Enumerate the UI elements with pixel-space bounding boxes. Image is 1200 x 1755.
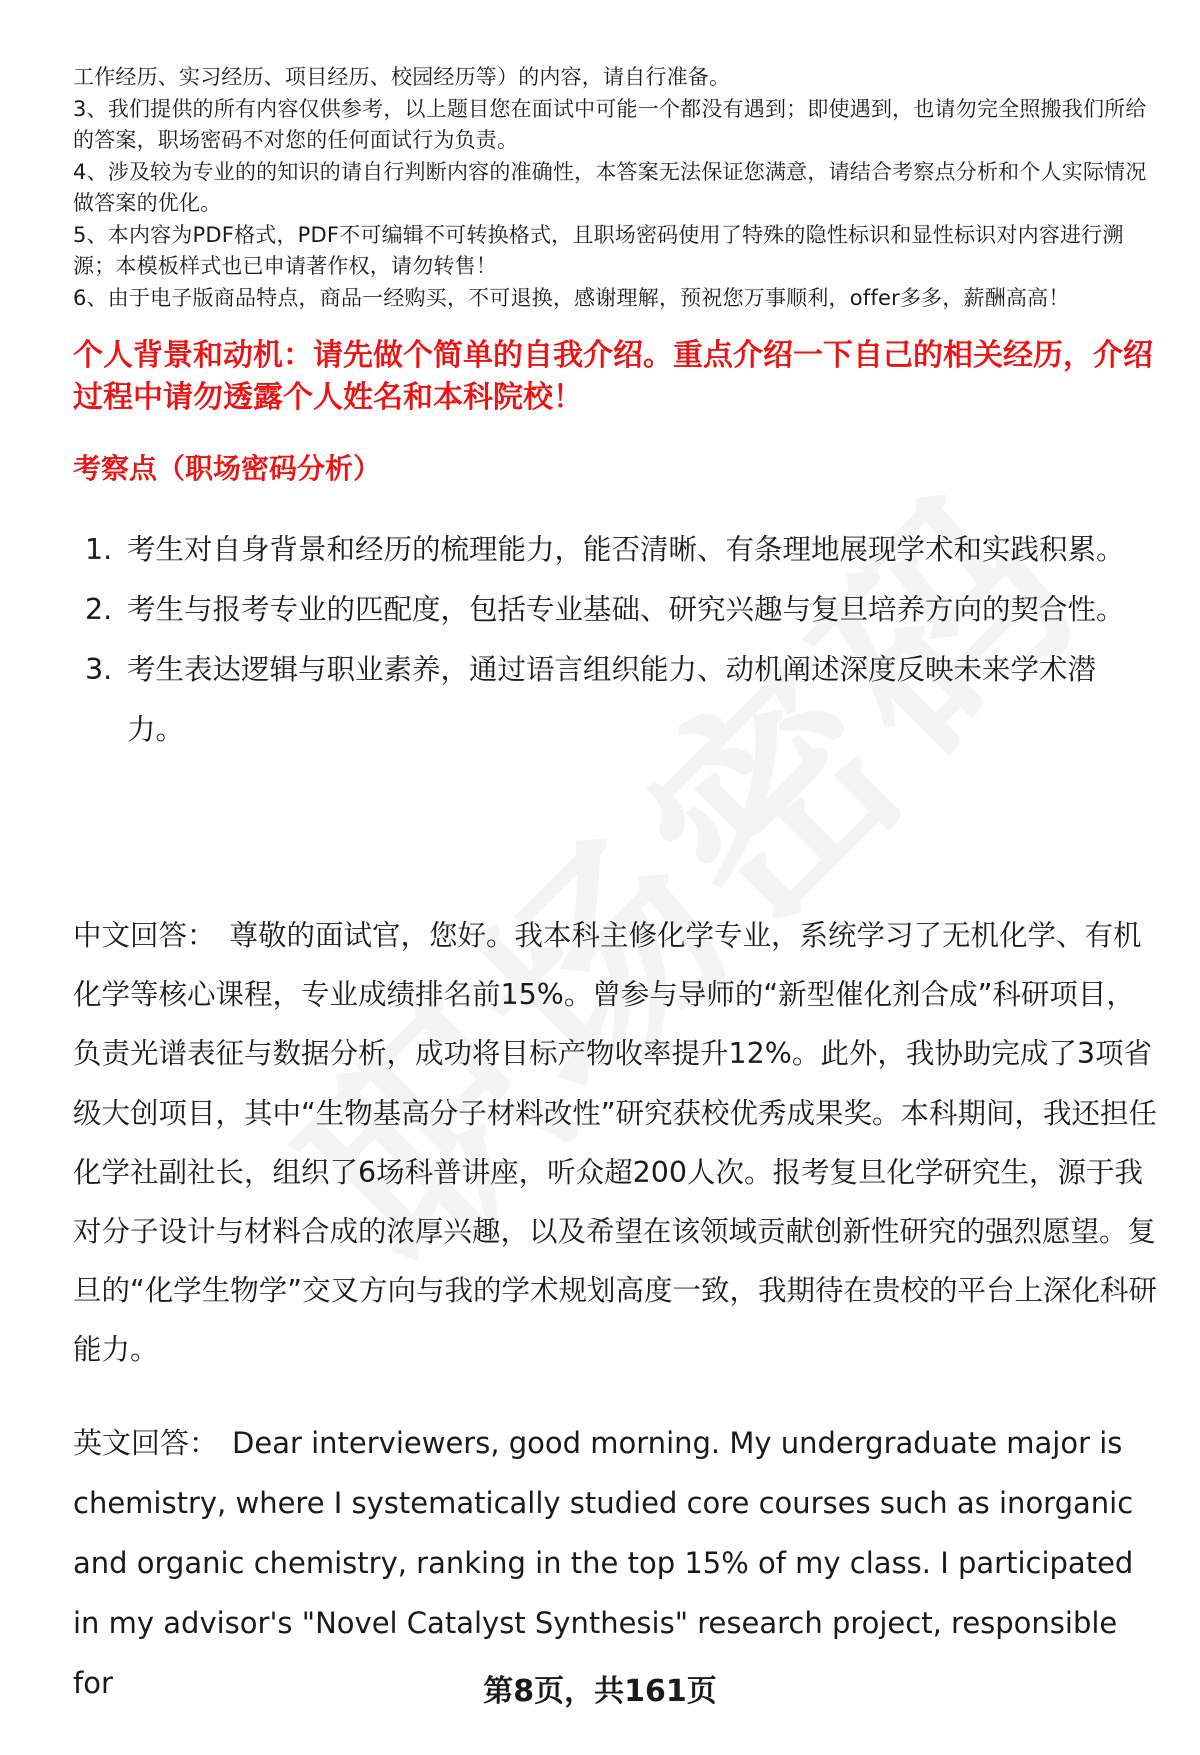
point-text: 考生与报考专业的匹配度，包括专业基础、研究兴趣与复旦培养方向的契合性。 bbox=[127, 593, 1125, 626]
notice-item: 6、由于电子版商品特点，商品一经购买，不可退换，感谢理解，预祝您万事顺利，offer多多，薪酬高高！ bbox=[73, 285, 1070, 310]
analysis-point bbox=[73, 580, 1133, 640]
notice-item: 工作经历、实习经历、项目经历、校园经历等）的内容，请自行准备。 bbox=[73, 65, 731, 89]
point-number: 2. bbox=[85, 593, 113, 626]
point-number: 3. bbox=[85, 653, 113, 686]
analysis-points bbox=[73, 520, 1133, 760]
analysis-point bbox=[73, 520, 1133, 580]
english-answer-text: Dear interviewers, good morning. My undergraduate major is chemistry, where I systematically studied core courses such as inorganic and organic chemistry, ranking in the top 15% of my class. I participated in my advisor's "Novel Catalyst Synthesis" research project, responsible for bbox=[73, 1426, 1134, 1700]
chinese-answer-text: 尊敬的面试官，您好。我本科主修化学专业，系统学习了无机化学、有机化学等核心课程，专业成绩排名前15%。曾参与导师的“新型催化剂合成”科研项目，负责光谱表征与数据分析，成功将目标产物收率提升12%。此外，我协助完成了3项省级大创项目，其中“生物基高分子材料改性”研究获校优秀成果奖。本科期间，我还担任化学社副社长，组织了6场科普讲座，听众超200人次。报考复旦化学研究生，源于我对分子设计与材料合成的浓厚兴趣，以及希望在该领域贡献创新性研究的强烈愿望。复旦的“化学生物学”交叉方向与我的学术规划高度一致，我期待在贵校的平台上深化科研能力。 bbox=[73, 919, 1158, 1367]
notice-item: 4、涉及较为专业的的知识的请自行判断内容的准确性，本答案无法保证您满意，请结合考察点分析和个人实际情况做答案的优化。 bbox=[73, 159, 1147, 215]
notice-item: 3、我们提供的所有内容仅供参考，以上题目您在面试中可能一个都没有遇到；即使遇到，也请勿完全照搬我们所给的答案，职场密码不对您的任何面试行为负责。 bbox=[73, 96, 1147, 152]
chinese-answer-label: 中文回答： bbox=[73, 919, 216, 952]
analysis-point bbox=[73, 640, 1133, 760]
english-answer bbox=[73, 1413, 1158, 1713]
question-heading: 个人背景和动机：请先做个简单的自我介绍。重点介绍一下自己的相关经历，介绍过程中请勿透露个人姓名和本科院校！ bbox=[73, 338, 1153, 415]
notice-list bbox=[73, 62, 1163, 314]
page-number: 第8页，共161页 bbox=[483, 1674, 717, 1709]
english-answer-label: 英文回答： bbox=[73, 1426, 219, 1460]
chinese-answer bbox=[73, 906, 1158, 1380]
point-number: 1. bbox=[85, 533, 113, 566]
point-text: 考生对自身背景和经历的梳理能力，能否清晰、有条理地展现学术和实践积累。 bbox=[127, 533, 1125, 566]
notice-item: 5、本内容为PDF格式，PDF不可编辑不可转换格式，且职场密码使用了特殊的隐性标识和显性标识对内容进行溯源；本模板样式也已申请著作权，请勿转售！ bbox=[73, 222, 1124, 278]
analysis-heading: 考察点（职场密码分析） bbox=[73, 452, 382, 485]
point-text: 考生表达逻辑与职业素养，通过语言组织能力、动机阐述深度反映未来学术潜力。 bbox=[127, 653, 1097, 746]
